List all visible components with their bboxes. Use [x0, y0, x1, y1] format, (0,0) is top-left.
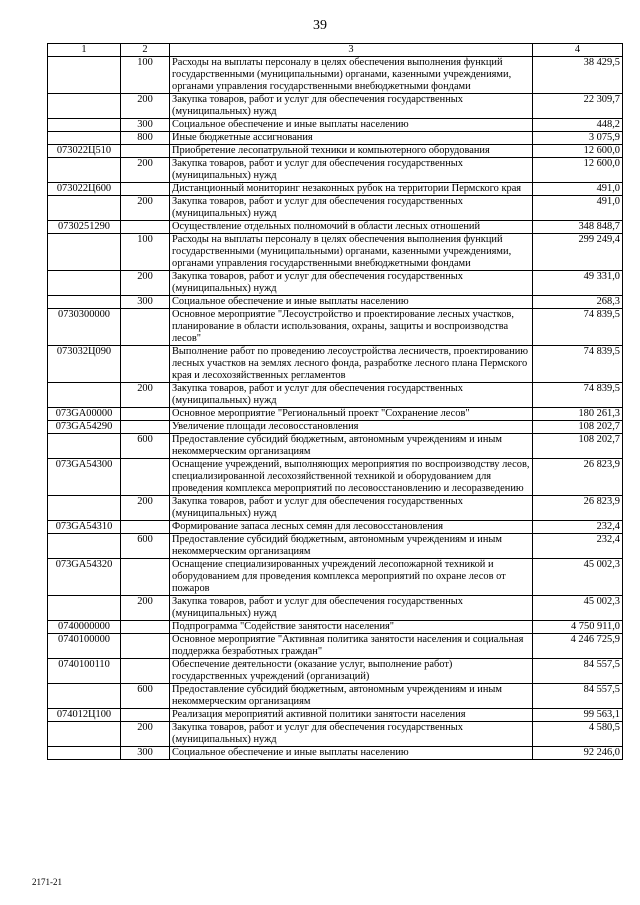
- row-code: [48, 722, 121, 747]
- row-expense-type: [121, 145, 170, 158]
- row-expense-type: 100: [121, 234, 170, 271]
- row-amount: 299 249,4: [533, 234, 623, 271]
- row-description: Социальное обеспечение и иные выплаты населению: [170, 747, 533, 760]
- row-description: Основное мероприятие "Активная политика занятости населения и социальная поддержка безработных граждан": [170, 634, 533, 659]
- row-description: Приобретение лесопатрульной техники и компьютерного оборудования: [170, 145, 533, 158]
- row-expense-type: [121, 559, 170, 596]
- row-description: Осуществление отдельных полномочий в области лесных отношений: [170, 221, 533, 234]
- row-code: [48, 119, 121, 132]
- row-expense-type: [121, 408, 170, 421]
- row-amount: 108 202,7: [533, 421, 623, 434]
- row-code: [48, 158, 121, 183]
- row-description: Закупка товаров, работ и услуг для обеспечения государственных (муниципальных) нужд: [170, 94, 533, 119]
- table-row: [48, 196, 623, 221]
- row-description: Предоставление субсидий бюджетным, автономным учреждениям и иным некоммерческим организациям: [170, 684, 533, 709]
- table-row: [48, 145, 623, 158]
- row-description: Иные бюджетные ассигнования: [170, 132, 533, 145]
- row-description: Закупка товаров, работ и услуг для обеспечения государственных (муниципальных) нужд: [170, 722, 533, 747]
- row-code: [48, 132, 121, 145]
- row-code: 074012Ц100: [48, 709, 121, 722]
- row-code: 073GA54300: [48, 459, 121, 496]
- row-description: Выполнение работ по проведению лесоустройства лесничеств, проектированию лесных участков на землях лесного фонда, разработке лесного плана Пермского края и лесохозяйственных регламентов: [170, 346, 533, 383]
- row-amount: 4 580,5: [533, 722, 623, 747]
- row-code: 0740000000: [48, 621, 121, 634]
- row-code: 0740100110: [48, 659, 121, 684]
- table-row: [48, 158, 623, 183]
- row-amount: 22 309,7: [533, 94, 623, 119]
- row-expense-type: 200: [121, 196, 170, 221]
- row-code: 073GA54320: [48, 559, 121, 596]
- row-amount: 348 848,7: [533, 221, 623, 234]
- header-col-3: 3: [170, 44, 533, 57]
- row-code: [48, 596, 121, 621]
- row-expense-type: [121, 634, 170, 659]
- row-description: Закупка товаров, работ и услуг для обеспечения государственных (муниципальных) нужд: [170, 596, 533, 621]
- row-expense-type: 200: [121, 496, 170, 521]
- row-code: 073022Ц600: [48, 183, 121, 196]
- row-description: Социальное обеспечение и иные выплаты населению: [170, 296, 533, 309]
- row-description: Основное мероприятие "Лесоустройство и проектирование лесных участков, планирование в области использования, охраны, защиты и воспроизводства лесов": [170, 309, 533, 346]
- table-row: [48, 132, 623, 145]
- row-description: Закупка товаров, работ и услуг для обеспечения государственных (муниципальных) нужд: [170, 158, 533, 183]
- row-expense-type: 200: [121, 596, 170, 621]
- row-description: Дистанционный мониторинг незаконных рубок на территории Пермского края: [170, 183, 533, 196]
- row-description: Реализация мероприятий активной политики занятости населения: [170, 709, 533, 722]
- row-amount: 232,4: [533, 521, 623, 534]
- row-expense-type: [121, 521, 170, 534]
- row-code: [48, 383, 121, 408]
- row-expense-type: [121, 221, 170, 234]
- row-amount: 491,0: [533, 196, 623, 221]
- row-amount: 92 246,0: [533, 747, 623, 760]
- row-expense-type: 300: [121, 119, 170, 132]
- row-code: [48, 234, 121, 271]
- table-row: [48, 383, 623, 408]
- row-amount: 448,2: [533, 119, 623, 132]
- row-amount: 268,3: [533, 296, 623, 309]
- row-code: 073022Ц510: [48, 145, 121, 158]
- row-code: 073GA00000: [48, 408, 121, 421]
- table-row: [48, 408, 623, 421]
- row-code: 0740100000: [48, 634, 121, 659]
- header-col-2: 2: [121, 44, 170, 57]
- table-header-row: [48, 44, 623, 57]
- row-expense-type: [121, 183, 170, 196]
- row-code: [48, 496, 121, 521]
- footer-code: 2171-21: [32, 877, 62, 887]
- row-amount: 232,4: [533, 534, 623, 559]
- row-amount: 26 823,9: [533, 459, 623, 496]
- row-amount: 4 750 911,0: [533, 621, 623, 634]
- row-amount: 45 002,3: [533, 559, 623, 596]
- row-code: [48, 747, 121, 760]
- row-amount: 12 600,0: [533, 145, 623, 158]
- row-code: 073032Ц090: [48, 346, 121, 383]
- row-code: [48, 57, 121, 94]
- table-row: [48, 521, 623, 534]
- row-code: 0730251290: [48, 221, 121, 234]
- row-code: [48, 684, 121, 709]
- budget-table: [47, 43, 623, 760]
- table-row: [48, 709, 623, 722]
- row-expense-type: 100: [121, 57, 170, 94]
- row-amount: 74 839,5: [533, 383, 623, 408]
- row-amount: 99 563,1: [533, 709, 623, 722]
- row-description: Оснащение учреждений, выполняющих мероприятия по воспроизводству лесов, специализированной лесохозяйственной техникой и оборудованием для проведения комплекса мероприятий по лесовосстановлению и лесоразведению: [170, 459, 533, 496]
- row-amount: 108 202,7: [533, 434, 623, 459]
- row-expense-type: 600: [121, 534, 170, 559]
- row-expense-type: 200: [121, 271, 170, 296]
- header-col-4: 4: [533, 44, 623, 57]
- row-code: 073GA54290: [48, 421, 121, 434]
- row-expense-type: 600: [121, 434, 170, 459]
- row-amount: 84 557,5: [533, 684, 623, 709]
- table-row: [48, 534, 623, 559]
- table-row: [48, 309, 623, 346]
- row-description: Формирование запаса лесных семян для лесовосстановления: [170, 521, 533, 534]
- row-amount: 45 002,3: [533, 596, 623, 621]
- row-amount: 12 600,0: [533, 158, 623, 183]
- row-expense-type: 300: [121, 296, 170, 309]
- row-amount: 38 429,5: [533, 57, 623, 94]
- row-expense-type: [121, 709, 170, 722]
- row-description: Увеличение площади лесовосстановления: [170, 421, 533, 434]
- row-code: [48, 434, 121, 459]
- row-amount: 84 557,5: [533, 659, 623, 684]
- row-description: Обеспечение деятельности (оказание услуг, выполнение работ) государственных учреждений (организаций): [170, 659, 533, 684]
- row-description: Закупка товаров, работ и услуг для обеспечения государственных (муниципальных) нужд: [170, 383, 533, 408]
- row-amount: 74 839,5: [533, 346, 623, 383]
- row-description: Предоставление субсидий бюджетным, автономным учреждениям и иным некоммерческим организациям: [170, 534, 533, 559]
- row-expense-type: 200: [121, 722, 170, 747]
- table-row: [48, 183, 623, 196]
- row-description: Закупка товаров, работ и услуг для обеспечения государственных (муниципальных) нужд: [170, 196, 533, 221]
- row-description: Социальное обеспечение и иные выплаты населению: [170, 119, 533, 132]
- table-row: [48, 346, 623, 383]
- header-col-1: 1: [48, 44, 121, 57]
- table-row: [48, 747, 623, 760]
- table-row: [48, 634, 623, 659]
- table-row: [48, 496, 623, 521]
- row-code: [48, 271, 121, 296]
- row-description: Подпрограмма "Содействие занятости населения": [170, 621, 533, 634]
- row-expense-type: 200: [121, 383, 170, 408]
- row-expense-type: [121, 346, 170, 383]
- row-expense-type: [121, 659, 170, 684]
- table-row: [48, 434, 623, 459]
- row-expense-type: 200: [121, 158, 170, 183]
- row-description: Основное мероприятие "Региональный проект "Сохранение лесов": [170, 408, 533, 421]
- table-row: [48, 659, 623, 684]
- row-expense-type: 600: [121, 684, 170, 709]
- row-description: Закупка товаров, работ и услуг для обеспечения государственных (муниципальных) нужд: [170, 271, 533, 296]
- table-row: [48, 559, 623, 596]
- table-row: [48, 296, 623, 309]
- row-code: [48, 534, 121, 559]
- row-amount: 26 823,9: [533, 496, 623, 521]
- table-row: [48, 596, 623, 621]
- row-expense-type: [121, 421, 170, 434]
- row-code: 0730300000: [48, 309, 121, 346]
- row-description: Расходы на выплаты персоналу в целях обеспечения выполнения функций государственными (муниципальными) органами, казенными учреждениями, органами управления государственными внебюджетными фондами: [170, 234, 533, 271]
- table-row: [48, 684, 623, 709]
- row-code: [48, 296, 121, 309]
- table-row: [48, 421, 623, 434]
- table-row: [48, 271, 623, 296]
- row-code: [48, 94, 121, 119]
- row-expense-type: [121, 621, 170, 634]
- row-description: Закупка товаров, работ и услуг для обеспечения государственных (муниципальных) нужд: [170, 496, 533, 521]
- table-body: [48, 57, 623, 760]
- table-row: [48, 57, 623, 94]
- row-expense-type: 800: [121, 132, 170, 145]
- row-expense-type: 300: [121, 747, 170, 760]
- row-description: Оснащение специализированных учреждений лесопожарной техникой и оборудованием для проведения комплекса мероприятий по охране лесов от пожаров: [170, 559, 533, 596]
- row-expense-type: [121, 309, 170, 346]
- table-row: [48, 459, 623, 496]
- row-description: Предоставление субсидий бюджетным, автономным учреждениям и иным некоммерческим организациям: [170, 434, 533, 459]
- table-row: [48, 722, 623, 747]
- row-code: 073GA54310: [48, 521, 121, 534]
- page-number: 39: [313, 18, 327, 33]
- table-row: [48, 119, 623, 132]
- row-amount: 180 261,3: [533, 408, 623, 421]
- table-row: [48, 94, 623, 119]
- table-row: [48, 234, 623, 271]
- row-amount: 74 839,5: [533, 309, 623, 346]
- table-row: [48, 621, 623, 634]
- row-amount: 491,0: [533, 183, 623, 196]
- row-expense-type: 200: [121, 94, 170, 119]
- row-expense-type: [121, 459, 170, 496]
- row-amount: 3 075,9: [533, 132, 623, 145]
- row-amount: 4 246 725,9: [533, 634, 623, 659]
- row-amount: 49 331,0: [533, 271, 623, 296]
- table-row: [48, 221, 623, 234]
- row-description: Расходы на выплаты персоналу в целях обеспечения выполнения функций государственными (муниципальными) органами, казенными учреждениями, органами управления государственными внебюджетными фондами: [170, 57, 533, 94]
- row-code: [48, 196, 121, 221]
